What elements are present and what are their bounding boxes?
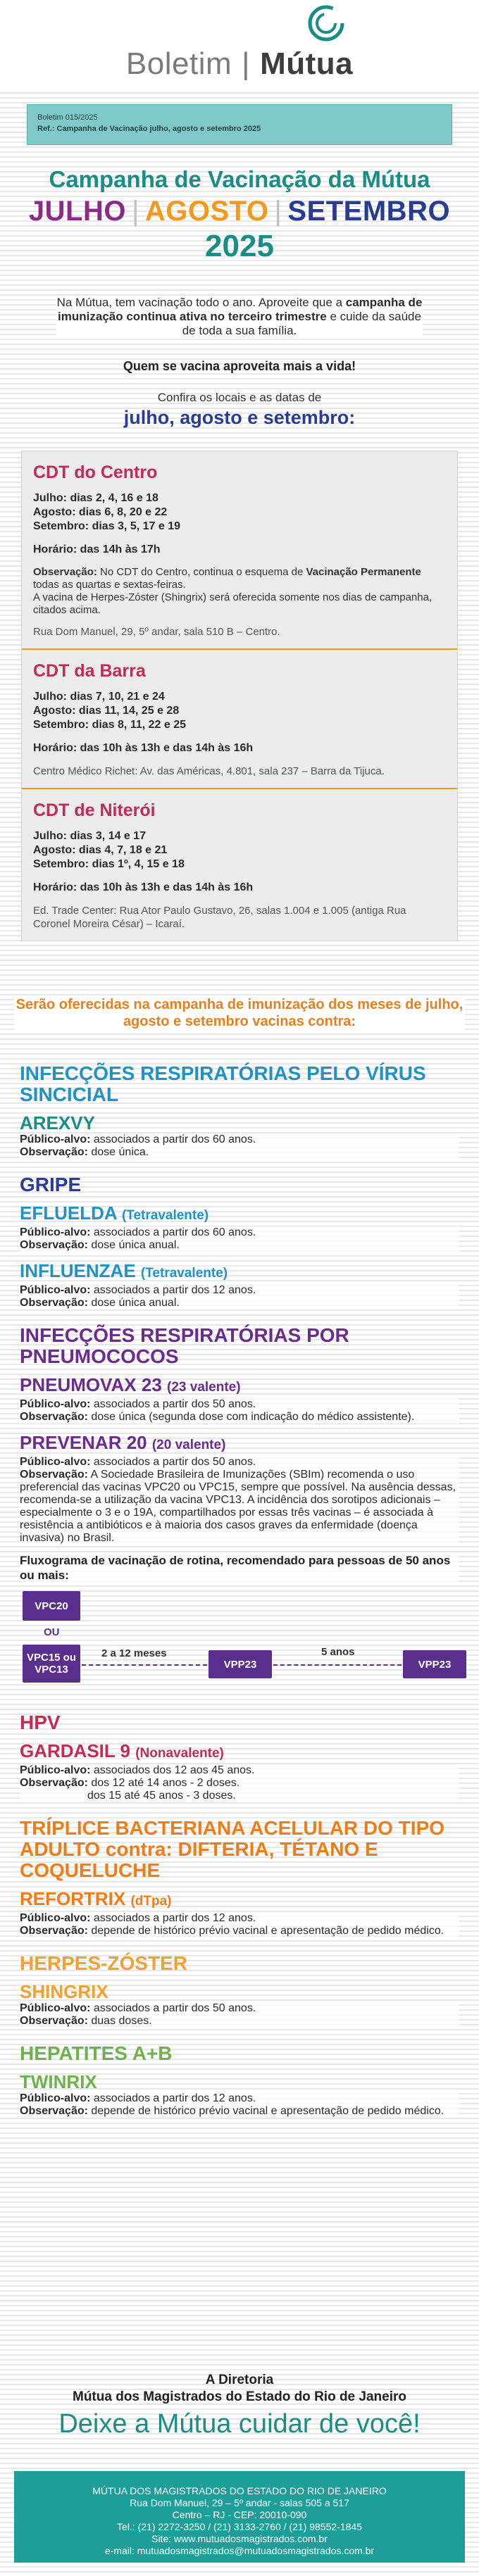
vaccine-list [20,1063,459,2133]
publico-value: associados a partir dos 60 anos. [90,1226,256,1238]
signature-2: Mútua dos Magistrados do Estado do Rio de Janeiro [73,2389,406,2404]
cdt-day-line: Julho: dias 2, 4, 16 e 18 [33,492,158,504]
intro-bold: campanha de imunização continua ativa no terceiro trimestre [58,296,423,323]
publico-label: Público-alvo: [20,1764,91,1776]
flux-vpc20: VPC20 [23,1591,80,1621]
vaccine-name-text: EFLUELDA [20,1202,117,1224]
vaccine-obs [20,2015,459,2028]
cdt-name: CDT de Niterói [33,800,156,820]
reference-bar [27,104,452,145]
vaccine-obs-2: dos 15 até 45 anos - 3 doses. [20,1790,459,1802]
section-title: TRÍPLICE BACTERIANA ACELULAR DO TIPO ADULTO contra: DIFTERIA, TÉTANO E COQUELUCHE [20,1817,445,1881]
section-hepatites [20,2043,459,2118]
closing [0,2373,479,2439]
confira-heading: julho, agosto e setembro: [123,407,356,428]
cdt-day-line: Setembro: dias 1º, 4, 15 e 18 [33,858,185,870]
flux-interval-2: 5 anos [321,1646,355,1658]
header-title-left: Boletim [125,46,232,81]
obs-label: Observação: [20,1297,88,1309]
vaccine-efluelda [20,1202,459,1252]
vaccine-sub: (23 valente) [167,1380,241,1395]
vaccine-obs [20,2105,459,2118]
obs-label: Observação: [20,2105,88,2117]
section-dtpa [20,1818,459,1937]
cdt-niteroi [22,789,457,941]
vaccine-twinrix [20,2071,459,2118]
obs-label: Observação: [20,1411,88,1423]
obs-label: Observação: [20,1925,88,1937]
flux-title: Fluxograma de vacinação de rotina, recomendado para pessoas de 50 anos ou mais: [20,1553,459,1583]
cdt-hours: Horário: das 10h às 13h e das 14h às 16h [33,742,254,754]
cdt-day-line: Agosto: dias 11, 14, 25 e 28 [33,705,180,717]
publico-value: associados a partir dos 60 anos. [90,1133,256,1145]
cdt-list [21,451,458,941]
section-herpes [20,1953,459,2028]
publico-label: Público-alvo: [20,2092,91,2104]
section-title: HEPATITES A+B [20,2042,173,2064]
intro-text [56,296,423,338]
vaccine-name-text: PNEUMOVAX 23 [20,1374,162,1395]
cdt-day-line: Setembro: dias 3, 5, 17 e 19 [33,520,180,532]
obs-label: Observação: [20,1777,88,1789]
cdt-day-line: Setembro: dias 8, 11, 22 e 25 [33,719,187,731]
vaccine-refortrix [20,1888,459,1937]
vaccine-sub: (Tetravalente) [140,1266,228,1281]
publico-value: associados a partir dos 12 anos. [90,1284,256,1296]
vaccine-pneumovax [20,1374,459,1424]
cdt-name: CDT do Centro [33,463,158,482]
publico-label: Público-alvo: [20,1226,91,1238]
header [0,0,479,92]
month-july: JULHO [28,196,126,227]
vaccine-arexvy [20,1112,459,1159]
month-august: AGOSTO [144,196,269,227]
vaccine-publico [20,1912,459,1925]
vaccine-publico [20,2092,459,2105]
cdt-obs-text-1: No CDT do Centro, continua o esquema de [97,566,306,578]
vaccine-name-text: PREVENAR 20 [20,1432,147,1453]
flux-vpc15: VPC15 ou VPC13 [23,1645,80,1683]
cdt-address: Centro Médico Richet: Av. das Américas, 4.801, sala 237 – Barra da Tijuca. [33,765,385,777]
intro-part-1: Na Mútua, tem vacinação todo o ano. Aproveite que a [56,296,346,309]
tagline: Quem se vacina aproveita mais a vida! [123,359,356,373]
vaccine-name: AREXVY [20,1112,95,1133]
publico-value: associados a partir dos 50 anos. [90,1398,256,1410]
vaccine-name: TWINRIX [20,2071,97,2092]
vaccine-publico [20,1284,459,1297]
flux-vpp23-1: VPP23 [209,1650,272,1678]
vaccine-obs [20,1469,459,1545]
flux-connector-1 [82,1664,207,1666]
vaccine-prevenar [20,1432,459,1545]
vaccine-name [20,1260,459,1284]
publico-label: Público-alvo: [20,2002,91,2014]
cdt-obs-label: Observação: [33,566,97,578]
obs-value: duas doses. [87,2015,152,2027]
obs-label: Observação: [20,1239,88,1251]
month-sep-2: | [274,196,282,227]
footer [14,2471,465,2563]
section-vsr [20,1063,459,1159]
vaccine-name-text: REFORTRIX [20,1888,126,1909]
vaccine-influenzae [20,1260,459,1309]
section-pneumo [20,1325,459,1697]
publico-label: Público-alvo: [20,1456,91,1468]
vaccine-obs [20,1925,459,1937]
vaccine-gardasil [20,1740,459,1802]
publico-label: Público-alvo: [20,1133,91,1145]
cdt-days [33,690,446,732]
section-title: HERPES-ZÓSTER [20,1952,188,1974]
flux-diagram [20,1591,459,1697]
cdt-hours: Horário: das 14h às 17h [33,544,161,555]
section-title: HPV [20,1711,61,1733]
header-title-brand: Mútua [260,46,354,81]
obs-value: dose única (segunda dose com indicação do médico assistente). [87,1411,415,1423]
vaccine-obs [20,1777,459,1790]
vaccine-name-text: GARDASIL 9 [20,1740,130,1761]
flux-ou: OU [44,1626,60,1638]
slogan: Deixe a Mútua cuidar de você! [58,2409,421,2439]
obs-label: Observação: [20,2015,88,2027]
vaccine-name [20,1432,459,1456]
section-hpv [20,1712,459,1802]
vaccine-name: SHINGRIX [20,1981,108,2002]
vaccine-name [20,1740,459,1764]
obs-value: depende de histórico prévio vacinal e apresentação de pedido médico. [87,1925,444,1937]
vaccine-sub: (Tetravalente) [121,1208,209,1223]
obs-label: Observação: [20,1146,88,1158]
offer-text: Serão oferecidas na campanha de imunização dos meses de julho, agosto e setembro vacinas contra: [14,996,465,1030]
vaccine-name [20,1374,459,1398]
publico-label: Público-alvo: [20,1398,91,1410]
month-september: SETEMBRO [287,196,451,227]
obs-value: A Sociedade Brasileira de Imunizações (SBIm) recomenda o uso preferencial das vacinas VPC20 ou VPC15, sempre que possível. Na ausência dessas, recomenda-se a utilização da vacina VPC13. A incidência dos sorotipos adicionais – especialmente o 3 e o 19A, compartilhados por essas três vacinas – é associada à resistência a antibióticos e à maioria dos casos graves da enfermidade (doença invasiva) no Brasil. [20,1469,456,1544]
cdt-days [33,491,446,534]
header-title [0,46,479,82]
section-title: INFECÇÕES RESPIRATÓRIAS POR PNEUMOCOCOS [20,1324,349,1367]
cdt-obs-bold: Vacinação Permanente [306,566,421,578]
vaccine-sub: (Nonavalente) [135,1746,224,1761]
publico-value: associados dos 12 aos 45 anos. [90,1764,255,1776]
footer-line-4: Tel.: (21) 2272-3250 / (21) 3133-2760 / (21) 98552-1845 [117,2521,362,2532]
ref-line-2: Ref.: Campanha de Vacinação julho, agosto e setembro 2025 [37,125,261,133]
vaccine-obs [20,1146,459,1159]
campaign-year: 2025 [205,229,274,263]
obs-label: Observação: [20,1469,88,1481]
obs-value: dose única anual. [87,1297,180,1309]
footer-line-3: Centro – RJ - CEP: 20010-090 [172,2509,307,2520]
cdt-name: CDT da Barra [33,661,146,681]
cdt-day-line: Agosto: dias 6, 8, 20 e 22 [33,506,168,518]
header-title-sep: | [242,46,251,81]
cdt-day-line: Julho: dias 7, 10, 21 e 24 [33,691,165,703]
vaccine-publico [20,1456,459,1469]
cdt-address: Ed. Trade Center: Rua Ator Paulo Gustavo, 26, salas 1.004 e 1.005 (antiga Rua Coronel Moreira César) – Icaraí. [33,905,406,930]
section-title: GRIPE [20,1174,82,1195]
vaccine-name [20,1202,459,1226]
publico-value: associados a partir dos 50 anos. [90,2002,256,2014]
vaccine-publico [20,1133,459,1146]
obs-value: dose única anual. [87,1239,180,1251]
vaccine-name-text: INFLUENZAE [20,1260,136,1281]
cdt-centro [22,451,457,650]
confira-text: Confira os locais e as datas de [157,391,322,404]
publico-value: associados a partir dos 50 anos. [90,1456,256,1468]
publico-value: associados a partir dos 12 anos. [90,1912,256,1924]
obs-value: depende de histórico prévio vacinal e apresentação de pedido médico. [87,2105,444,2117]
footer-line-2: Rua Dom Manuel, 29 – 5º andar - salas 505 a 517 [130,2497,349,2508]
vaccine-name [20,1888,459,1912]
vaccine-shingrix [20,1981,459,2028]
month-sep-1: | [131,196,139,227]
vaccine-obs [20,1239,459,1252]
cdt-day-line: Julho: dias 3, 14 e 17 [33,830,147,842]
vaccine-sub: (dTpa) [130,1894,172,1909]
section-title: INFECÇÕES RESPIRATÓRIAS PELO VÍRUS SINCICIAL [20,1062,426,1105]
footer-email-link[interactable]: e-mail: mutuadosmagistrados@mutuadosmagistrados.com.br [104,2545,375,2556]
mutua-logo-icon [307,4,345,42]
flux-connector-2 [273,1664,402,1666]
footer-site-link[interactable]: Site: www.mutuadosmagistrados.com.br [151,2533,328,2544]
cdt-hours: Horário: das 10h às 13h e das 14h às 16h [33,881,254,893]
vaccine-publico [20,1398,459,1411]
vaccine-obs [20,1297,459,1309]
publico-label: Público-alvo: [20,1912,91,1924]
footer-line-1: MÚTUA DOS MAGISTRADOS DO ESTADO DO RIO DE JANEIRO [92,2485,387,2496]
ref-line-1: Boletim 015/2025 [37,113,98,122]
flux-interval-1: 2 a 12 meses [101,1647,167,1659]
cdt-days [33,829,446,872]
cdt-day-line: Agosto: dias 4, 7, 18 e 21 [33,844,168,856]
campaign-months [0,196,479,227]
obs-value: dose única. [87,1146,149,1158]
intro-part-2: e cuide da saúde de toda a sua família. [182,310,421,337]
signature-1: A Diretoria [205,2373,274,2387]
vaccine-sub: (20 valente) [151,1438,226,1452]
flux-vpp23-2: VPP23 [403,1650,466,1678]
vaccine-publico [20,1764,459,1777]
campaign-title-main: Campanha de Vacinação da Mútua [49,166,430,192]
vaccine-publico [20,2002,459,2015]
publico-value: associados a partir dos 12 anos. [90,2092,256,2104]
cdt-obs-text-3: A vacina de Herpes-Zóster (Shingrix) será oferecida somente nos dias de campanha, citados acima. [33,591,433,616]
cdt-address: Rua Dom Manuel, 29, 5º andar, sala 510 B – Centro. [33,626,280,638]
section-gripe [20,1174,459,1309]
cdt-obs-text-2: todas as quartas e sextas-feiras. [33,579,186,591]
cdt-barra [22,650,457,789]
vaccine-publico [20,1226,459,1239]
vaccine-obs [20,1411,459,1424]
publico-label: Público-alvo: [20,1284,91,1296]
obs-value: dos 12 até 14 anos - 2 doses. [87,1777,240,1789]
cdt-observation [33,566,446,617]
campaign-title [0,166,479,264]
